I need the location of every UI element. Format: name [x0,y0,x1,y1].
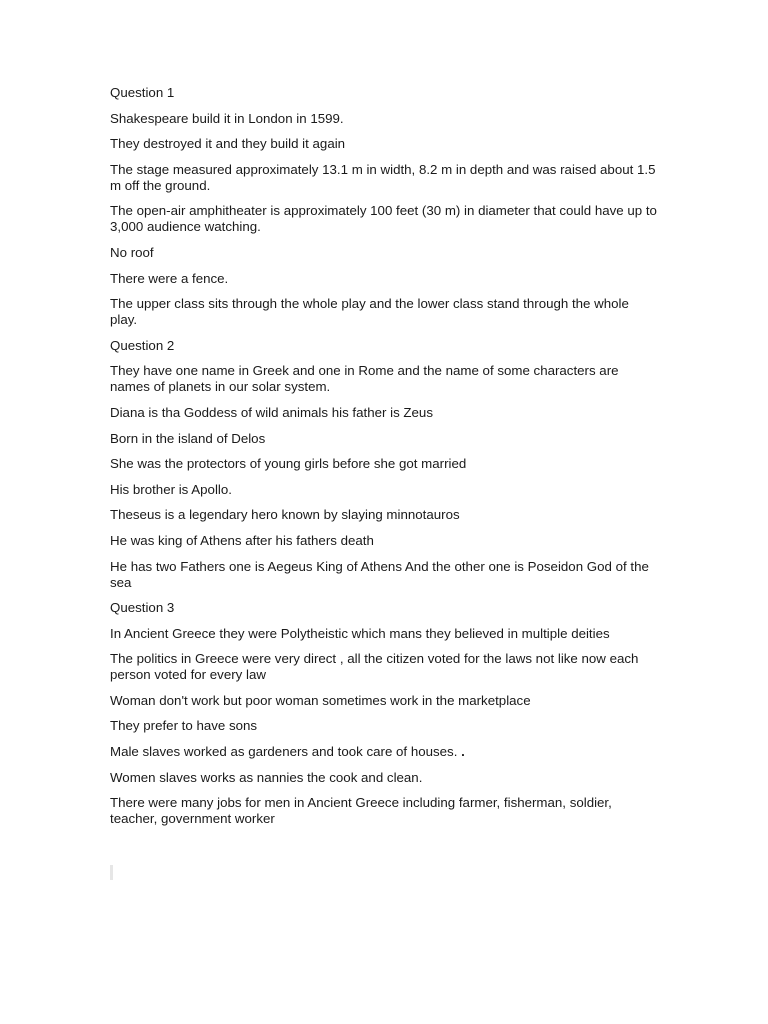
paragraph: She was the protectors of young girls before she got married [110,456,467,472]
paragraph: There were many jobs for men in Ancient Greece including farmer, fisherman, soldier, teacher, government worker [110,795,612,827]
paragraph: They prefer to have sons [110,718,258,734]
paragraph: In Ancient Greece they were Polytheistic which mans they believed in multiple deities [110,625,610,641]
paragraph: Born in the island of Delos [110,430,266,446]
paragraph: The politics in Greece were very direct , all the citizen voted for the laws not like now each person voted for every law [110,651,639,683]
paragraph: The stage measured approximately 13.1 m in width, 8.2 m in depth and was raised about 1.5 m off the ground. [110,161,656,193]
paragraph-text: Male slaves worked as gardeners and took care of houses. [110,744,462,760]
paragraph: There were a fence. [110,270,229,286]
text-cursor-mark [110,865,113,880]
paragraph: They destroyed it and they build it again [110,136,346,152]
paragraph: He was king of Athens after his fathers death [110,532,374,548]
paragraph [110,744,658,760]
paragraph: Women slaves works as nannies the cook and clean. [110,769,423,785]
paragraph: The open-air amphitheater is approximately 100 feet (30 m) in diameter that could have up to 3,000 audience watching. [110,203,657,235]
paragraph: His brother is Apollo. [110,481,232,497]
paragraph: Shakespeare build it in London in 1599. [110,110,344,126]
question-1-heading: Question 1 [110,85,175,100]
paragraph: They have one name in Greek and one in Rome and the name of some characters are names of planets in our solar system. [110,363,619,395]
paragraph: The upper class sits through the whole play and the lower class stand through the whole play. [110,296,629,328]
question-2-heading: Question 2 [110,337,175,353]
paragraph: Woman don't work but poor woman sometimes work in the marketplace [110,692,531,708]
question-3-heading: Question 3 [110,600,175,616]
paragraph: Theseus is a legendary hero known by slaying minnotauros [110,507,460,523]
paragraph: No roof [110,244,154,260]
paragraph: Diana is tha Goddess of wild animals his father is Zeus [110,404,433,420]
paragraph: He has two Fathers one is Aegeus King of Athens And the other one is Poseidon God of the sea [110,558,649,590]
document-page [110,85,658,837]
paragraph-tail: . [461,744,465,760]
